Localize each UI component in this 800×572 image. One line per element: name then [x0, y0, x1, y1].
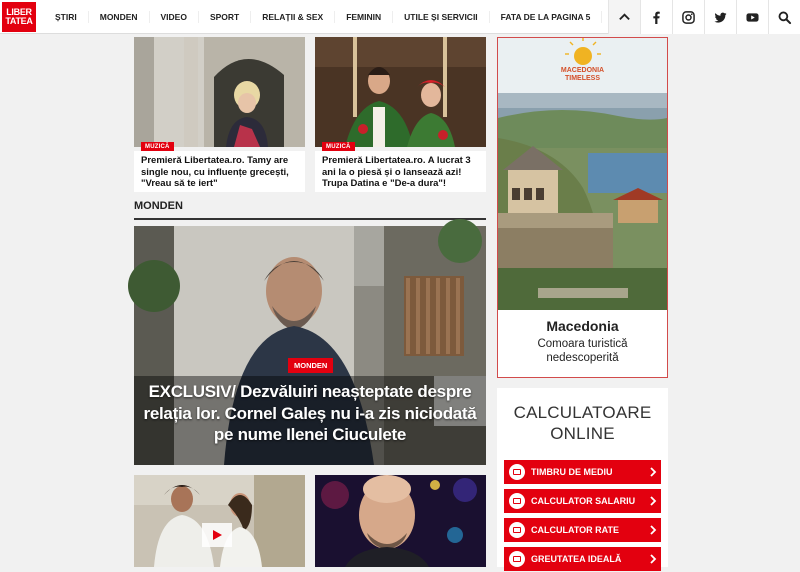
nav-item-video[interactable]: VIDEO [150, 11, 199, 23]
percent-icon [509, 522, 525, 538]
chevron-right-icon [645, 554, 661, 564]
calculator-button-label: CALCULATOR RATE [531, 525, 619, 535]
section-title-monden[interactable]: MONDEN [134, 200, 183, 212]
chevron-right-icon [645, 496, 661, 506]
calculators-title [497, 402, 668, 444]
nav-item-sport[interactable]: SPORT [199, 11, 251, 23]
logo-line1: LIBER [6, 6, 32, 17]
advertisement-macedonia[interactable] [497, 37, 668, 378]
ad-subtitle-line1: Comoara turistică [537, 338, 628, 350]
car-icon [509, 464, 525, 480]
ad-logo-line1: MACEDONIA [560, 67, 605, 74]
article-card-bottom-right[interactable] [315, 475, 486, 567]
article-thumbnail [134, 475, 305, 567]
site-logo[interactable] [2, 2, 36, 32]
search-icon[interactable] [768, 0, 800, 34]
top-nav [0, 0, 800, 34]
article-card-datina[interactable] [315, 37, 486, 192]
article-thumbnail [315, 37, 486, 147]
wallet-icon [509, 493, 525, 509]
scale-icon [509, 551, 525, 567]
article-card-tamy[interactable] [134, 37, 305, 192]
ad-logo-line2: TIMELESS [564, 75, 600, 82]
nav-menu [44, 0, 614, 34]
article-thumbnail [134, 37, 305, 147]
nav-item-stiri[interactable]: ȘTIRI [44, 11, 89, 23]
ad-subtitle [498, 337, 667, 365]
chevron-right-icon [645, 525, 661, 535]
ad-logo [498, 67, 667, 83]
calculator-button-label: TIMBRU DE MEDIU [531, 467, 613, 477]
youtube-icon[interactable] [736, 0, 768, 34]
nav-item-monden[interactable]: MONDEN [89, 11, 150, 23]
chevron-right-icon [645, 467, 661, 477]
chevron-up-icon[interactable] [608, 0, 640, 34]
calculators-title-line2: ONLINE [550, 424, 615, 443]
article-caption [315, 151, 486, 192]
logo-line2: TATEA [5, 15, 33, 26]
category-badge: MUZICĂ [322, 142, 355, 152]
featured-category-badge: MONDEN [288, 358, 333, 373]
section-divider [134, 218, 486, 220]
play-icon [211, 529, 223, 541]
calculator-button-greutate-ideala[interactable] [504, 547, 661, 571]
ad-subtitle-line2: nedescoperită [546, 352, 619, 364]
instagram-icon[interactable] [672, 0, 704, 34]
calculator-button-label: GREUTATEA IDEALĂ [531, 554, 622, 564]
calculator-button-timbru-mediu[interactable] [504, 460, 661, 484]
ad-title: Macedonia [546, 318, 619, 334]
article-title[interactable]: Premieră Libertatea.ro. Tamy are single nou, cu influențe grecești, "Vreau să te iert" [141, 155, 289, 189]
featured-article-title[interactable]: EXCLUSIV/ Dezvăluiri neașteptate despre relația lor. Cornel Galeș nu i-a zis niciodată pe nume Ilenei Ciuculete [143, 382, 477, 444]
nav-item-utile-servicii[interactable]: UTILE ȘI SERVICII [393, 11, 490, 23]
nav-icons [608, 0, 800, 34]
calculator-button-salariu[interactable] [504, 489, 661, 513]
calculators-title-line1: CALCULATOARE [513, 403, 652, 422]
twitter-icon[interactable] [704, 0, 736, 34]
article-caption [134, 151, 305, 192]
nav-item-fata-pagina-5[interactable]: FATA DE LA PAGINA 5 [490, 11, 603, 23]
online-calculators-widget [497, 388, 668, 567]
article-thumbnail [315, 475, 486, 567]
article-title[interactable]: Premieră Libertatea.ro. A lucrat 3 ani la o piesă și o lansează azi! Trupa Datina e "De-a dura"! [322, 155, 471, 189]
article-card-video[interactable] [134, 475, 305, 567]
video-play-button[interactable] [202, 523, 232, 547]
calculator-button-label: CALCULATOR SALARIU [531, 496, 636, 506]
nav-item-relatii-sex[interactable]: RELAȚII & SEX [251, 11, 335, 23]
facebook-icon[interactable] [640, 0, 672, 34]
nav-item-feminin[interactable]: FEMININ [335, 11, 393, 23]
calculator-button-rate[interactable] [504, 518, 661, 542]
category-badge: MUZICĂ [141, 142, 174, 152]
